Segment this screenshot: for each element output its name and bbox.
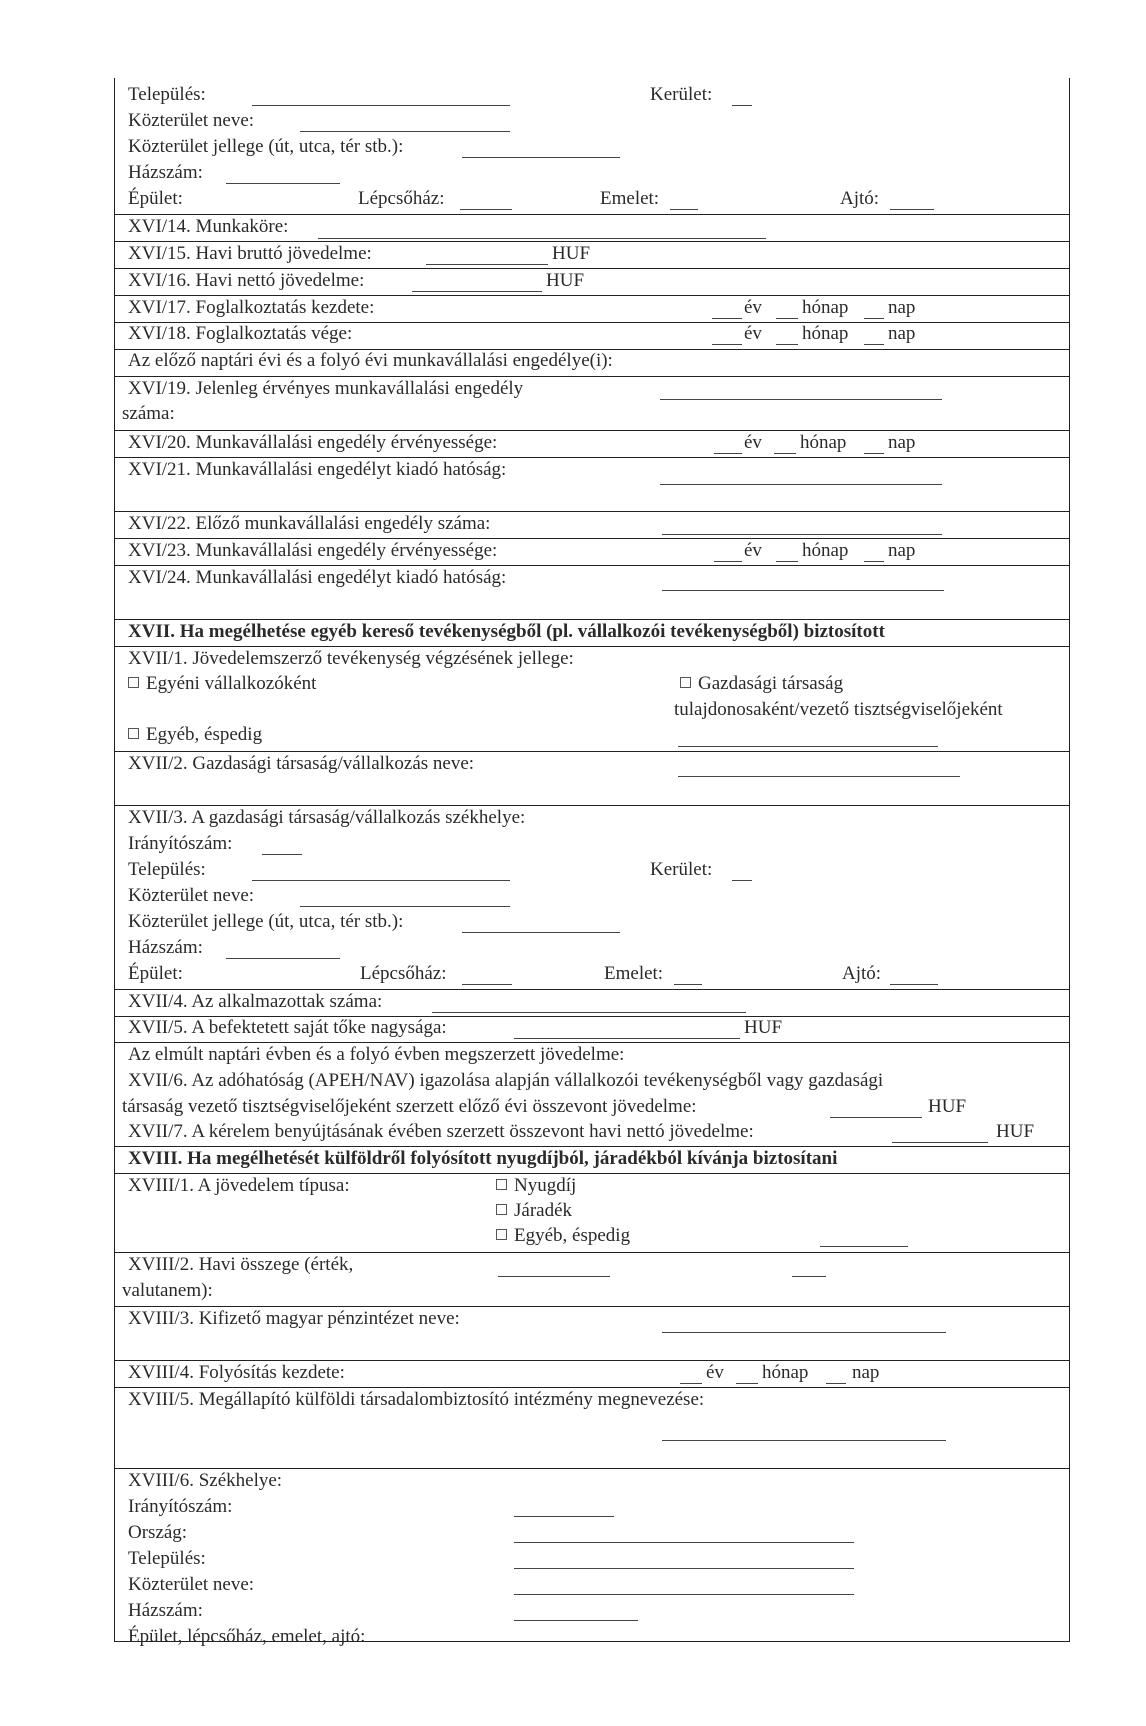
checkbox-icon[interactable] <box>128 677 139 688</box>
divider <box>114 1173 1070 1174</box>
xvii-3-label: XVII/3. A gazdasági társaság/vállalkozás székhelye: <box>128 807 526 828</box>
xvii-4-label: XVII/4. Az alkalmazottak száma: <box>128 991 383 1012</box>
xvii-1-label: XVII/1. Jövedelemszerző tevékenység végzésének jellege: <box>128 648 574 669</box>
huf-unit: HUF <box>546 270 585 291</box>
divider <box>114 1468 1070 1469</box>
day-field[interactable] <box>864 561 884 562</box>
divider <box>114 646 1070 647</box>
month-field[interactable] <box>736 1383 758 1384</box>
divider <box>114 565 1070 566</box>
divider <box>114 295 1070 296</box>
day-label: nap <box>888 323 916 344</box>
paying-bank-field[interactable] <box>662 1332 946 1333</box>
year-field[interactable] <box>714 453 742 454</box>
building-details-label: Épület, lépcsőház, emelet, ajtó: <box>128 1626 366 1647</box>
xvi-14-label: XVI/14. Munkaköre: <box>128 216 289 237</box>
option-other[interactable] <box>496 1225 630 1247</box>
year-label: év <box>706 1362 724 1383</box>
day-field[interactable] <box>826 1383 846 1384</box>
xviii-4-label: XVIII/4. Folyósítás kezdete: <box>128 1362 345 1383</box>
checkbox-icon[interactable] <box>496 1179 507 1190</box>
divider <box>114 751 1070 752</box>
xvi-19-label: XVI/19. Jelenleg érvényes munkavállalási engedély <box>128 378 524 399</box>
xvi-24-label: XVI/24. Munkavállalási engedélyt kiadó hatóság: <box>128 567 507 588</box>
postcode-field[interactable] <box>262 854 302 855</box>
xviii-3-label: XVIII/3. Kifizető magyar pénzintézet neve: <box>128 1308 460 1329</box>
year-field[interactable] <box>712 318 742 319</box>
option-other[interactable] <box>128 724 262 746</box>
previous-permit-authority-field[interactable] <box>662 590 944 591</box>
previous-year-income-field[interactable] <box>830 1117 922 1118</box>
day-label: nap <box>852 1362 880 1383</box>
building-label: Épület: <box>128 963 183 984</box>
option-label: Nyugdíj <box>514 1175 577 1196</box>
divider <box>114 241 1070 242</box>
option-pension[interactable] <box>496 1175 576 1197</box>
xvi-23-label: XVI/23. Munkavállalási engedély érvényessége: <box>128 540 498 561</box>
divider <box>114 1306 1070 1307</box>
xviii-2-label: XVIII/2. Havi összege (érték, <box>128 1254 354 1275</box>
checkbox-icon[interactable] <box>128 728 139 739</box>
street-type-field[interactable] <box>462 932 620 933</box>
xviii-6-label: XVIII/6. Székhelye: <box>128 1470 283 1491</box>
year-label: év <box>744 432 762 453</box>
stairway-label: Lépcsőház: <box>358 188 445 209</box>
month-field[interactable] <box>774 453 796 454</box>
year-field[interactable] <box>714 561 742 562</box>
xviii-2-label-cont: valutanem): <box>122 1280 213 1301</box>
district-label: Kerület: <box>650 859 713 880</box>
divider <box>114 1042 1070 1043</box>
divider <box>114 430 1070 431</box>
month-field[interactable] <box>776 318 798 319</box>
district-field[interactable] <box>732 105 752 106</box>
other-income-field[interactable] <box>820 1246 908 1247</box>
divider <box>114 457 1070 458</box>
xvi-20-label: XVI/20. Munkavállalási engedély érvényessége: <box>128 432 498 453</box>
option-annuity[interactable] <box>496 1200 572 1222</box>
postcode-label: Irányítószám: <box>128 1496 233 1517</box>
other-activity-field[interactable] <box>678 746 938 747</box>
option-label: Egyéb, éspedig <box>146 724 263 745</box>
income-heading: Az elmúlt naptári évben és a folyó évben megszerzett jövedelme: <box>128 1044 625 1065</box>
huf-unit: HUF <box>744 1017 783 1038</box>
month-label: hónap <box>802 297 849 318</box>
xvii-5-label: XVII/5. A befektetett saját tőke nagysága: <box>128 1017 447 1038</box>
street-name-field[interactable] <box>300 131 510 132</box>
stairway-field[interactable] <box>462 984 512 985</box>
day-field[interactable] <box>864 344 884 345</box>
xvi-21-label: XVI/21. Munkavállalási engedélyt kiadó hatóság: <box>128 459 507 480</box>
day-label: nap <box>888 432 916 453</box>
divider <box>114 538 1070 539</box>
xvi-19-label-cont: száma: <box>122 403 175 424</box>
huf-unit: HUF <box>996 1121 1035 1142</box>
day-label: nap <box>888 297 916 318</box>
gross-income-field[interactable] <box>426 264 548 265</box>
xvii-section-title: XVII. Ha megélhetése egyéb kereső tevékenységből (pl. vállalkozói tevékenységből) biztosított <box>128 621 885 642</box>
permits-heading: Az előző naptári évi és a folyó évi munkavállalási engedélye(i): <box>128 350 613 371</box>
divider <box>114 1252 1070 1253</box>
house-number-label: Házszám: <box>128 937 203 958</box>
divider <box>114 1360 1070 1361</box>
street-type-label: Közterület jellege (út, utca, tér stb.): <box>128 911 404 932</box>
month-field[interactable] <box>776 344 798 345</box>
xvii-7-label: XVII/7. A kérelem benyújtásának évében szerzett összevont havi nettó jövedelme: <box>128 1121 754 1142</box>
settlement-field[interactable] <box>252 105 510 106</box>
settlement-field[interactable] <box>514 1568 854 1569</box>
huf-unit: HUF <box>552 243 591 264</box>
district-label: Kerület: <box>650 84 713 105</box>
day-field[interactable] <box>864 318 884 319</box>
year-field[interactable] <box>712 344 742 345</box>
street-type-field[interactable] <box>462 157 620 158</box>
house-number-field[interactable] <box>226 958 340 959</box>
option-company-owner[interactable] <box>680 673 843 695</box>
checkbox-icon[interactable] <box>680 677 691 688</box>
month-label: hónap <box>800 432 847 453</box>
street-name-label: Közterület neve: <box>128 1574 255 1595</box>
building-label: Épület: <box>128 188 183 209</box>
monthly-net-income-field[interactable] <box>892 1142 988 1143</box>
year-label: év <box>744 540 762 561</box>
stairway-field[interactable] <box>460 209 512 210</box>
country-field[interactable] <box>514 1542 854 1543</box>
street-name-label: Közterület neve: <box>128 885 255 906</box>
divider <box>114 1146 1070 1147</box>
door-label: Ajtó: <box>842 963 882 984</box>
floor-field[interactable] <box>670 209 698 210</box>
floor-label: Emelet: <box>600 188 660 209</box>
year-label: év <box>744 323 762 344</box>
job-title-field[interactable] <box>318 238 766 239</box>
house-number-label: Házszám: <box>128 1600 203 1621</box>
divider <box>114 805 1070 806</box>
xviii-5-label: XVIII/5. Megállapító külföldi társadalombiztosító intézmény megnevezése: <box>128 1389 705 1410</box>
xvi-17-label: XVI/17. Foglalkoztatás kezdete: <box>128 297 375 318</box>
door-label: Ajtó: <box>840 188 880 209</box>
divider <box>114 376 1070 377</box>
postcode-field[interactable] <box>514 1516 614 1517</box>
house-number-label: Házszám: <box>128 162 203 183</box>
street-name-field[interactable] <box>514 1594 854 1595</box>
door-field[interactable] <box>890 209 934 210</box>
employee-count-field[interactable] <box>432 1012 746 1013</box>
street-name-field[interactable] <box>300 906 510 907</box>
xviii-1-label: XVIII/1. A jövedelem típusa: <box>128 1175 350 1196</box>
xvii-2-label: XVII/2. Gazdasági társaság/vállalkozás neve: <box>128 753 475 774</box>
day-field[interactable] <box>864 453 884 454</box>
xvii-6-label: XVII/6. Az adóhatóság (APEH/NAV) igazolása alapján vállalkozói tevékenységből vagy gazdasági <box>128 1070 884 1091</box>
divider <box>114 989 1070 990</box>
option-label: Gazdasági társaság <box>698 673 844 694</box>
house-number-field[interactable] <box>514 1620 638 1621</box>
institution-name-field[interactable] <box>662 1440 946 1441</box>
checkbox-icon[interactable] <box>496 1204 507 1215</box>
current-permit-number-field[interactable] <box>660 399 942 400</box>
divider <box>114 214 1070 215</box>
month-label: hónap <box>802 323 849 344</box>
xviii-section-title: XVIII. Ha megélhetését külföldről folyósított nyugdíjból, járadékból kívánja biztosítani <box>128 1148 838 1169</box>
stairway-label: Lépcsőház: <box>360 963 447 984</box>
year-field[interactable] <box>680 1383 702 1384</box>
month-label: hónap <box>762 1362 809 1383</box>
huf-unit: HUF <box>928 1096 967 1117</box>
floor-label: Emelet: <box>604 963 664 984</box>
year-label: év <box>744 297 762 318</box>
house-number-field[interactable] <box>226 183 340 184</box>
xvi-22-label: XVI/22. Előző munkavállalási engedély száma: <box>128 513 491 534</box>
day-label: nap <box>888 540 916 561</box>
settlement-label: Település: <box>128 1548 206 1569</box>
xvii-6-label-cont: társaság vezető tisztségviselőjeként szerzett előző évi összevont jövedelme: <box>122 1096 697 1117</box>
permit-authority-field[interactable] <box>660 484 942 485</box>
divider <box>114 1387 1070 1388</box>
door-field[interactable] <box>890 984 938 985</box>
street-name-label: Közterület neve: <box>128 110 255 131</box>
settlement-field[interactable] <box>252 880 510 881</box>
floor-field[interactable] <box>674 984 702 985</box>
option-company-owner-cont: tulajdonosaként/vezető tisztségviselőjeként <box>674 699 1003 720</box>
xvi-18-label: XVI/18. Foglalkoztatás vége: <box>128 323 353 344</box>
amount-field[interactable] <box>498 1276 610 1277</box>
option-label: Egyéb, éspedig <box>514 1225 631 1246</box>
month-label: hónap <box>802 540 849 561</box>
settlement-label: Település: <box>128 859 206 880</box>
country-label: Ország: <box>128 1522 188 1543</box>
xvi-16-label: XVI/16. Havi nettó jövedelme: <box>128 270 365 291</box>
previous-permit-number-field[interactable] <box>662 534 942 535</box>
month-field[interactable] <box>776 561 798 562</box>
district-field[interactable] <box>732 880 752 881</box>
divider <box>114 268 1070 269</box>
currency-field[interactable] <box>792 1276 826 1277</box>
settlement-label: Település: <box>128 84 206 105</box>
net-income-field[interactable] <box>412 291 542 292</box>
option-label: Egyéni vállalkozóként <box>146 673 317 694</box>
postcode-label: Irányítószám: <box>128 833 233 854</box>
divider <box>114 511 1070 512</box>
equity-field[interactable] <box>514 1038 740 1039</box>
checkbox-icon[interactable] <box>496 1229 507 1240</box>
street-type-label: Közterület jellege (út, utca, tér stb.): <box>128 136 404 157</box>
company-name-field[interactable] <box>678 776 960 777</box>
option-label: Járadék <box>514 1200 573 1221</box>
option-individual-entrepreneur[interactable] <box>128 673 316 695</box>
xvi-15-label: XVI/15. Havi bruttó jövedelme: <box>128 243 372 264</box>
divider <box>114 619 1070 620</box>
